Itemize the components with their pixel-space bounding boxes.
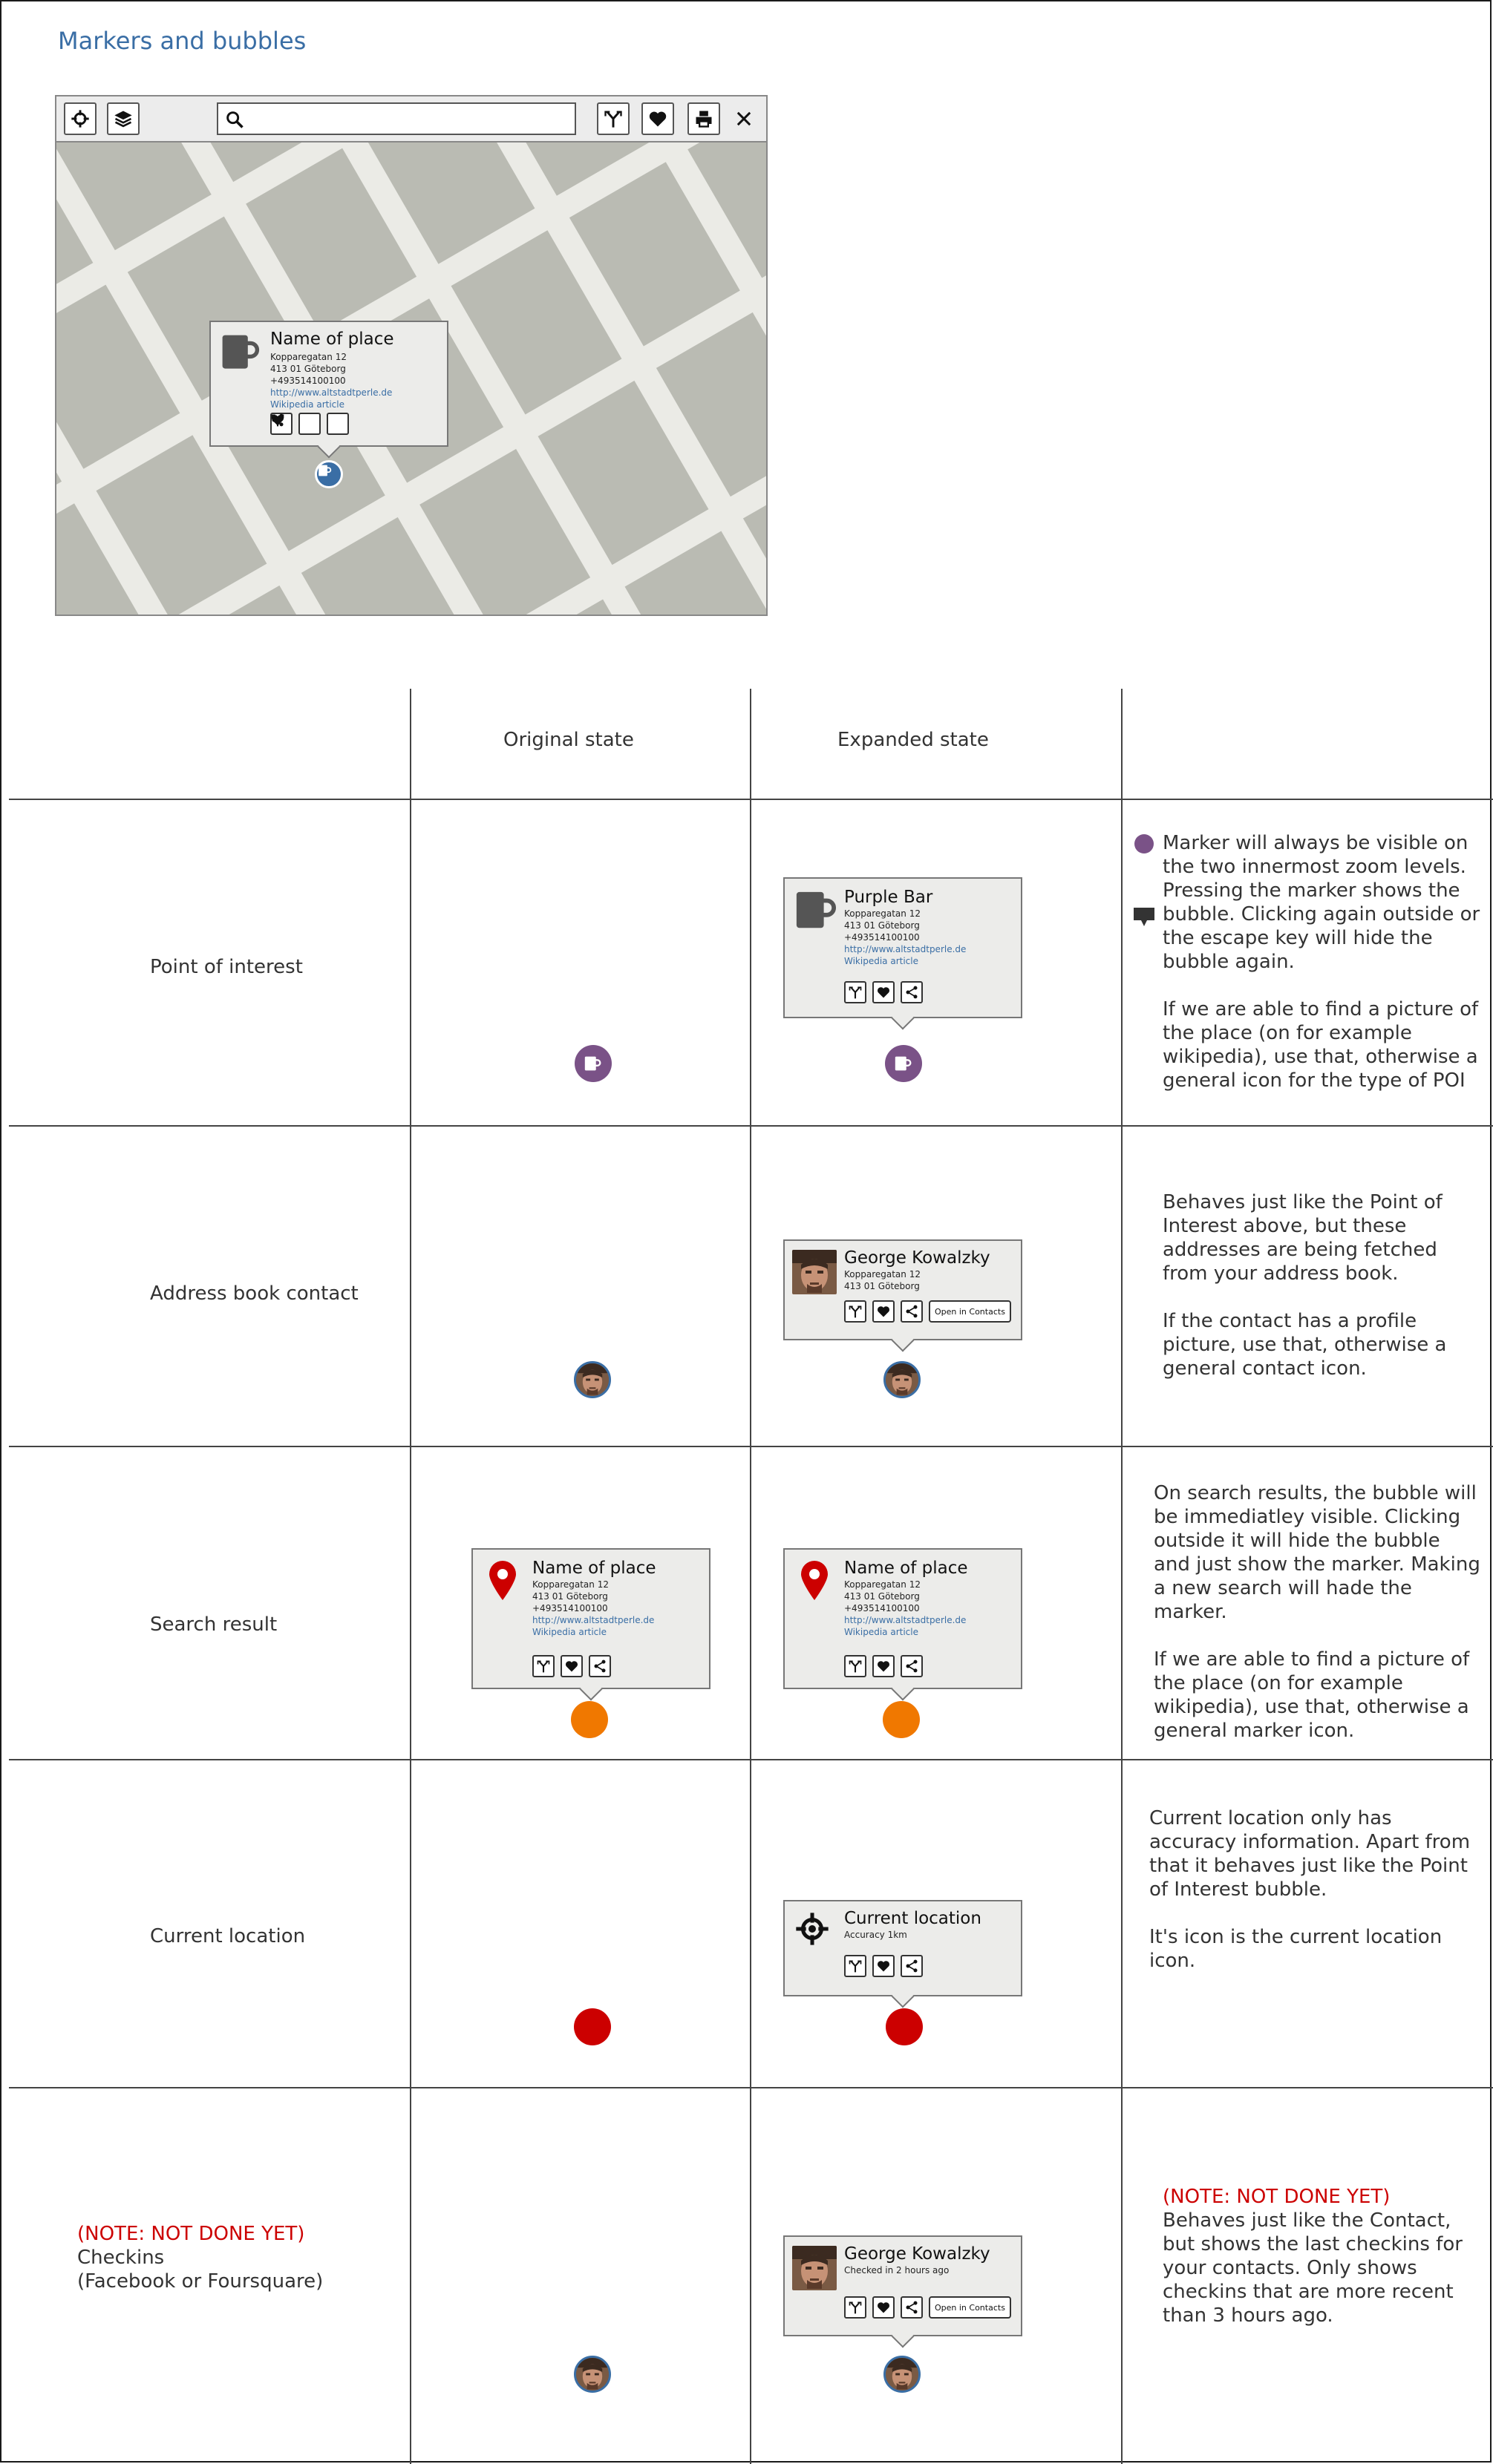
contact-photo xyxy=(576,2358,609,2391)
heart-icon xyxy=(876,1959,891,1973)
contact-description xyxy=(1163,1190,1482,1380)
row-label-location: Current location xyxy=(150,1925,306,1947)
heart-icon xyxy=(876,1304,891,1319)
directions-icon xyxy=(848,1659,863,1674)
row-label-poi: Point of interest xyxy=(150,956,303,978)
bubble-wikipedia-link[interactable]: Wikipedia article xyxy=(844,956,918,966)
search-marker-original[interactable] xyxy=(571,1701,608,1738)
poi-bubble-expanded[interactable] xyxy=(783,877,1022,1018)
heart-icon xyxy=(564,1659,579,1674)
bubble-actions xyxy=(844,1955,923,1977)
share-button[interactable] xyxy=(901,1300,923,1323)
bubble-title: Name of place xyxy=(270,330,394,349)
open-in-contacts-button[interactable]: Open in Contacts xyxy=(929,1300,1011,1323)
favorite-button[interactable] xyxy=(872,1655,895,1677)
search-input[interactable] xyxy=(217,102,576,135)
directions-icon xyxy=(848,2300,863,2315)
bar-mug-icon xyxy=(794,889,837,932)
row-label-checkins xyxy=(77,2222,404,2293)
bubble-legend-icon xyxy=(1133,907,1155,928)
share-icon xyxy=(904,1959,919,1973)
location-bubble-expanded[interactable] xyxy=(783,1900,1022,1996)
heart-icon xyxy=(876,1659,891,1674)
crosshair-button[interactable] xyxy=(64,102,97,135)
share-icon xyxy=(592,1659,607,1674)
bubble-url-link[interactable]: http://www.altstadtperle.de xyxy=(532,1615,655,1625)
crosshair-icon xyxy=(70,108,91,129)
bubble-address-line1: Kopparegatan 12 xyxy=(844,1269,921,1279)
map-toolbar xyxy=(56,96,766,142)
favorite-button[interactable] xyxy=(561,1655,583,1677)
print-button[interactable] xyxy=(687,102,720,135)
directions-button[interactable] xyxy=(844,1955,866,1977)
description-paragraph: On search results, the bubble will be immediatley visible. Clicking outside it will hide the bubble and just show the marker. Making a new search will hade the marker. xyxy=(1154,1482,1480,1623)
share-button[interactable] xyxy=(901,1655,923,1677)
bubble-accuracy: Accuracy 1km xyxy=(844,1930,907,1940)
map-block xyxy=(56,142,212,250)
favorite-button[interactable] xyxy=(872,1300,895,1323)
table-divider-row xyxy=(9,2087,1493,2088)
contact-photo xyxy=(886,1363,918,1396)
description-paragraph: Behaves just like the Point of Interest above, but these addresses are being fetched from your address book. xyxy=(1163,1191,1443,1285)
directions-button[interactable] xyxy=(844,981,866,1003)
favorite-button[interactable] xyxy=(872,1955,895,1977)
table-divider-col2 xyxy=(750,689,751,2464)
poi-description xyxy=(1163,831,1482,1092)
bubble-address-line2: 413 01 Göteborg xyxy=(532,1591,608,1602)
location-description xyxy=(1149,1806,1483,1973)
directions-icon xyxy=(848,1304,863,1319)
bar-mug-icon xyxy=(317,462,333,479)
share-icon xyxy=(904,2300,919,2315)
bubble-actions xyxy=(844,1300,1011,1323)
description-paragraph: If we are able to find a picture of the place (on for example wikipedia), use that, otherwise a general icon for the type of POI xyxy=(1163,998,1479,1092)
share-icon xyxy=(270,413,285,427)
map-canvas[interactable] xyxy=(56,142,766,616)
bubble-url-link[interactable]: http://www.altstadtperle.de xyxy=(844,1615,967,1625)
checkin-description xyxy=(1163,2185,1482,2327)
bubble-url-link[interactable]: http://www.altstadtperle.de xyxy=(844,944,967,954)
search-bubble-expanded[interactable] xyxy=(783,1548,1022,1689)
directions-button[interactable] xyxy=(844,2296,866,2319)
bubble-title: Name of place xyxy=(532,1559,656,1578)
bubble-actions xyxy=(844,981,923,1003)
heart-icon xyxy=(876,985,891,1000)
table-divider-row xyxy=(9,799,1493,800)
print-icon xyxy=(693,108,714,129)
table-divider-col3 xyxy=(1121,689,1123,2464)
bubble-actions xyxy=(532,1655,611,1677)
bubble-address-line1: Kopparegatan 12 xyxy=(844,1579,921,1590)
contact-bubble-expanded[interactable] xyxy=(783,1239,1022,1340)
description-paragraph: If we are able to find a picture of the place (on for example wikipedia), use that, otherwise a general marker icon. xyxy=(1154,1648,1470,1742)
description-paragraph: Behaves just like the Contact, but shows the last checkins for your contacts. Only shows checkins that are more recent than 3 hours ago. xyxy=(1163,2209,1463,2327)
directions-icon xyxy=(536,1659,551,1674)
bubble-wikipedia-link[interactable]: Wikipedia article xyxy=(844,1627,918,1637)
heart-icon xyxy=(876,2300,891,2315)
directions-icon xyxy=(848,1959,863,1973)
table-divider-row xyxy=(9,1446,1493,1447)
bubble-address-line2: 413 01 Göteborg xyxy=(844,1591,920,1602)
location-marker-expanded[interactable] xyxy=(886,2008,923,2045)
close-icon xyxy=(734,108,754,129)
bubble-url-link[interactable]: http://www.altstadtperle.de xyxy=(270,387,393,398)
bar-mug-icon xyxy=(893,1053,914,1074)
bubble-actions xyxy=(844,2296,1011,2319)
table-divider-col1 xyxy=(410,689,411,2464)
bubble-title: George Kowalzky xyxy=(844,1248,990,1268)
directions-icon xyxy=(848,985,863,1000)
bubble-address-line1: Kopparegatan 12 xyxy=(844,908,921,919)
bubble-title: Name of place xyxy=(844,1559,968,1578)
contact-photo xyxy=(576,1363,609,1396)
bubble-wikipedia-link[interactable]: Wikipedia article xyxy=(270,399,344,410)
bubble-title: Current location xyxy=(844,1909,981,1928)
share-button[interactable] xyxy=(589,1655,611,1677)
bubble-phone: +493514100100 xyxy=(532,1603,608,1613)
contact-marker-expanded[interactable] xyxy=(883,1361,921,1398)
bubble-phone: +493514100100 xyxy=(844,1603,920,1613)
bubble-phone: +493514100100 xyxy=(844,932,920,943)
bubble-actions xyxy=(844,1655,923,1677)
bar-mug-icon xyxy=(220,332,260,373)
directions-button[interactable] xyxy=(844,1655,866,1677)
map-window xyxy=(55,95,768,616)
marker-legend-icon xyxy=(1134,834,1154,853)
poi-marker-expanded[interactable] xyxy=(885,1045,922,1082)
share-icon xyxy=(904,985,919,1000)
bubble-address-line1: Kopparegatan 12 xyxy=(532,1579,609,1590)
bubble-address-line2: 413 01 Göteborg xyxy=(270,364,346,374)
contact-marker-original[interactable] xyxy=(574,1361,611,1398)
description-paragraph: If the contact has a profile picture, use that, otherwise a general contact icon. xyxy=(1163,1310,1447,1380)
contact-photo xyxy=(886,2358,918,2391)
current-location-icon xyxy=(794,1910,831,1947)
row-label-line: Checkins xyxy=(77,2247,165,2269)
table-divider-row xyxy=(9,1125,1493,1127)
bubble-actions xyxy=(270,413,349,435)
not-done-note: (NOTE: NOT DONE YET) xyxy=(77,2223,305,2245)
description-paragraph: Marker will always be visible on the two innermost zoom levels. Pressing the marker shows the bubble. Clicking again outside or the escape key will hide the bubble again. xyxy=(1163,832,1480,973)
map-place-bubble[interactable] xyxy=(209,321,448,447)
favorite-button[interactable] xyxy=(872,2296,895,2319)
share-icon xyxy=(904,1304,919,1319)
search-marker-expanded[interactable] xyxy=(883,1701,920,1738)
search-icon xyxy=(224,109,245,130)
row-label-search: Search result xyxy=(150,1613,278,1636)
contact-photo xyxy=(792,1250,837,1294)
checkin-bubble-expanded[interactable] xyxy=(783,2235,1022,2336)
share-button[interactable] xyxy=(327,413,349,435)
bubble-checkin-time: Checked in 2 hours ago xyxy=(844,2265,950,2275)
favorite-button[interactable] xyxy=(298,413,321,435)
favorite-button[interactable] xyxy=(872,981,895,1003)
share-button[interactable] xyxy=(901,2296,923,2319)
description-paragraph: It's icon is the current location icon. xyxy=(1149,1926,1443,1972)
checkin-marker-expanded[interactable] xyxy=(883,2356,921,2393)
checkin-marker-original[interactable] xyxy=(574,2356,611,2393)
bubble-address-line2: 413 01 Göteborg xyxy=(844,1281,920,1291)
bubble-wikipedia-link[interactable]: Wikipedia article xyxy=(532,1627,607,1637)
directions-button[interactable] xyxy=(532,1655,555,1677)
directions-button[interactable] xyxy=(597,102,630,135)
poi-marker-original[interactable] xyxy=(575,1045,612,1082)
description-paragraph: Current location only has accuracy information. Apart from that it behaves just like the Point of Interest bubble. xyxy=(1149,1807,1471,1901)
open-in-contacts-button[interactable]: Open in Contacts xyxy=(929,2296,1011,2319)
search-bubble-original[interactable] xyxy=(471,1548,710,1689)
not-done-note: (NOTE: NOT DONE YET) xyxy=(1163,2186,1391,2208)
close-button[interactable] xyxy=(728,102,760,135)
bubble-address-line1: Kopparegatan 12 xyxy=(270,352,347,362)
share-button[interactable] xyxy=(901,1955,923,1977)
page-title: Markers and bubbles xyxy=(58,27,307,55)
layers-icon xyxy=(113,108,134,129)
search-description xyxy=(1154,1481,1480,1743)
map-poi-marker[interactable] xyxy=(315,460,343,488)
bubble-phone: +493514100100 xyxy=(270,376,346,386)
bubble-title: George Kowalzky xyxy=(844,2244,990,2264)
share-icon xyxy=(904,1659,919,1674)
location-marker-original[interactable] xyxy=(574,2008,611,2045)
header-original-state: Original state xyxy=(503,729,634,751)
directions-icon xyxy=(603,108,624,129)
bar-mug-icon xyxy=(583,1053,604,1074)
bubble-address-line2: 413 01 Göteborg xyxy=(844,920,920,931)
row-label-contact: Address book contact xyxy=(150,1282,359,1305)
contact-photo xyxy=(792,2246,837,2290)
header-expanded-state: Expanded state xyxy=(837,729,989,751)
bubble-title: Purple Bar xyxy=(844,888,933,907)
favorite-button[interactable] xyxy=(641,102,674,135)
place-pin-icon xyxy=(488,1560,517,1602)
row-label-line: (Facebook or Foursquare) xyxy=(77,2270,324,2293)
table-divider-row xyxy=(9,1759,1493,1760)
directions-button[interactable] xyxy=(844,1300,866,1323)
layers-button[interactable] xyxy=(107,102,140,135)
place-pin-icon xyxy=(800,1560,829,1602)
heart-icon xyxy=(647,108,668,129)
share-button[interactable] xyxy=(901,981,923,1003)
